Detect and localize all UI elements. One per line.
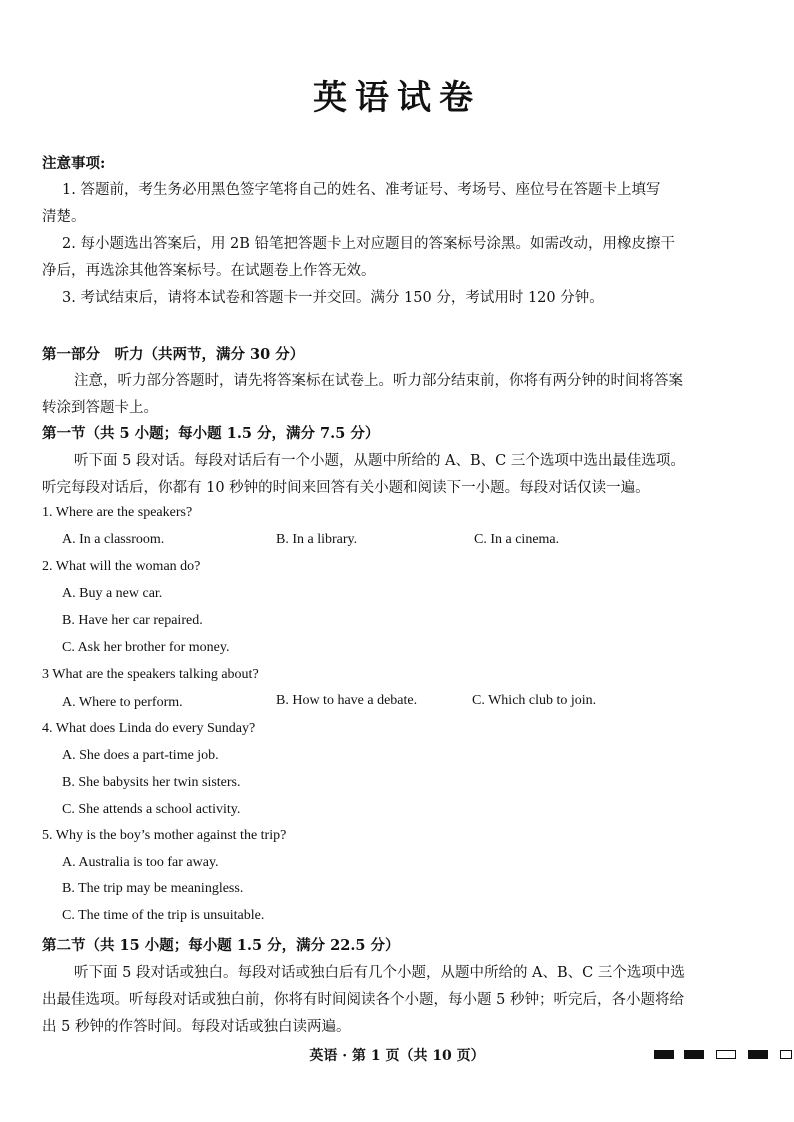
notice-heading: 注意事项: [42,155,106,172]
part1-heading: 第一部分 听力（共两节，满分 30 分） [42,346,305,363]
question-5-option-c: C. The time of the trip is unsuitable. [62,908,265,923]
question-1-option-c: C. In a cinema. [474,532,560,547]
notice-item-3: 3. 考试结束后，请将本试卷和答题卡一并交回。满分 150 分，考试用时 120 分钟。 [62,290,604,306]
question-3-option-c: C. Which club to join. [472,693,597,708]
question-2-option-a: A. Buy a new car. [62,586,163,601]
question-4-option-a: A. She does a part-time job. [62,748,219,763]
question-1-stem: 1. Where are the speakers? [42,505,193,520]
notice-item-2-line-1: 2. 每小题选出答案后，用 2B 铅笔把答题卡上对应题目的答案标号涂黑。如需改动，用橡皮擦干 [62,236,676,252]
section1-heading: 第一节（共 5 小题；每小题 1.5 分，满分 7.5 分） [42,425,380,442]
question-3-stem: 3 What are the speakers talking about? [42,667,259,682]
question-1-option-a: A. In a classroom. [62,532,165,547]
question-5-option-b: B. The trip may be meaningless. [62,881,244,896]
question-2-stem: 2. What will the woman do? [42,559,201,574]
notice-item-2-line-2: 净后，再选涂其他答案标号。在试题卷上作答无效。 [42,263,376,279]
section2-instr-line-3: 出 5 秒钟的作答时间。每段对话或独白读两遍。 [42,1019,351,1035]
page-title: 英语试卷 [313,78,481,118]
scan-mark-4 [748,1050,768,1059]
question-5-option-a: A. Australia is too far away. [62,855,219,870]
part1-note-line-1: 注意，听力部分答题时，请先将答案标在试卷上。听力部分结束前，你将有两分钟的时间将答案 [74,373,683,389]
notice-item-1-line-2: 清楚。 [42,209,86,225]
scan-mark-5 [780,1050,792,1059]
question-3-option-a: A. Where to perform. [62,695,183,710]
question-5-stem: 5. Why is the boy’s mother against the trip? [42,828,287,843]
question-4-option-b: B. She babysits her twin sisters. [62,775,241,790]
question-3-option-b: B. How to have a debate. [276,693,418,708]
section2-instr-line-2: 出最佳选项。听每段对话或独白前，你将有时间阅读各个小题，每小题 5 秒钟；听完后，各小题将给 [42,992,684,1008]
notice-item-1-line-1: 1. 答题前，考生务必用黑色签字笔将自己的姓名、准考证号、考场号、座位号在答题卡上填写 [62,182,661,198]
scan-mark-2 [684,1050,704,1059]
page-footer: 英语 · 第 1 页（共 10 页） [309,1048,485,1064]
scan-mark-1 [654,1050,674,1059]
part1-note-line-2: 转涂到答题卡上。 [42,400,158,416]
section1-instr-line-2: 听完每段对话后，你都有 10 秒钟的时间来回答有关小题和阅读下一小题。每段对话仅读一遍。 [42,480,650,496]
question-4-stem: 4. What does Linda do every Sunday? [42,721,256,736]
question-2-option-c: C. Ask her brother for money. [62,640,230,655]
section1-instr-line-1: 听下面 5 段对话。每段对话后有一个小题，从题中所给的 A、B、C 三个选项中选出最佳选项。 [74,453,685,469]
question-2-option-b: B. Have her car repaired. [62,613,203,628]
section2-instr-line-1: 听下面 5 段对话或独白。每段对话或独白后有几个小题，从题中所给的 A、B、C 三个选项中选 [74,965,685,981]
question-4-option-c: C. She attends a school activity. [62,802,241,817]
question-1-option-b: B. In a library. [276,532,358,547]
scan-mark-3 [716,1050,736,1059]
section2-heading: 第二节（共 15 小题；每小题 1.5 分，满分 22.5 分） [42,937,400,954]
